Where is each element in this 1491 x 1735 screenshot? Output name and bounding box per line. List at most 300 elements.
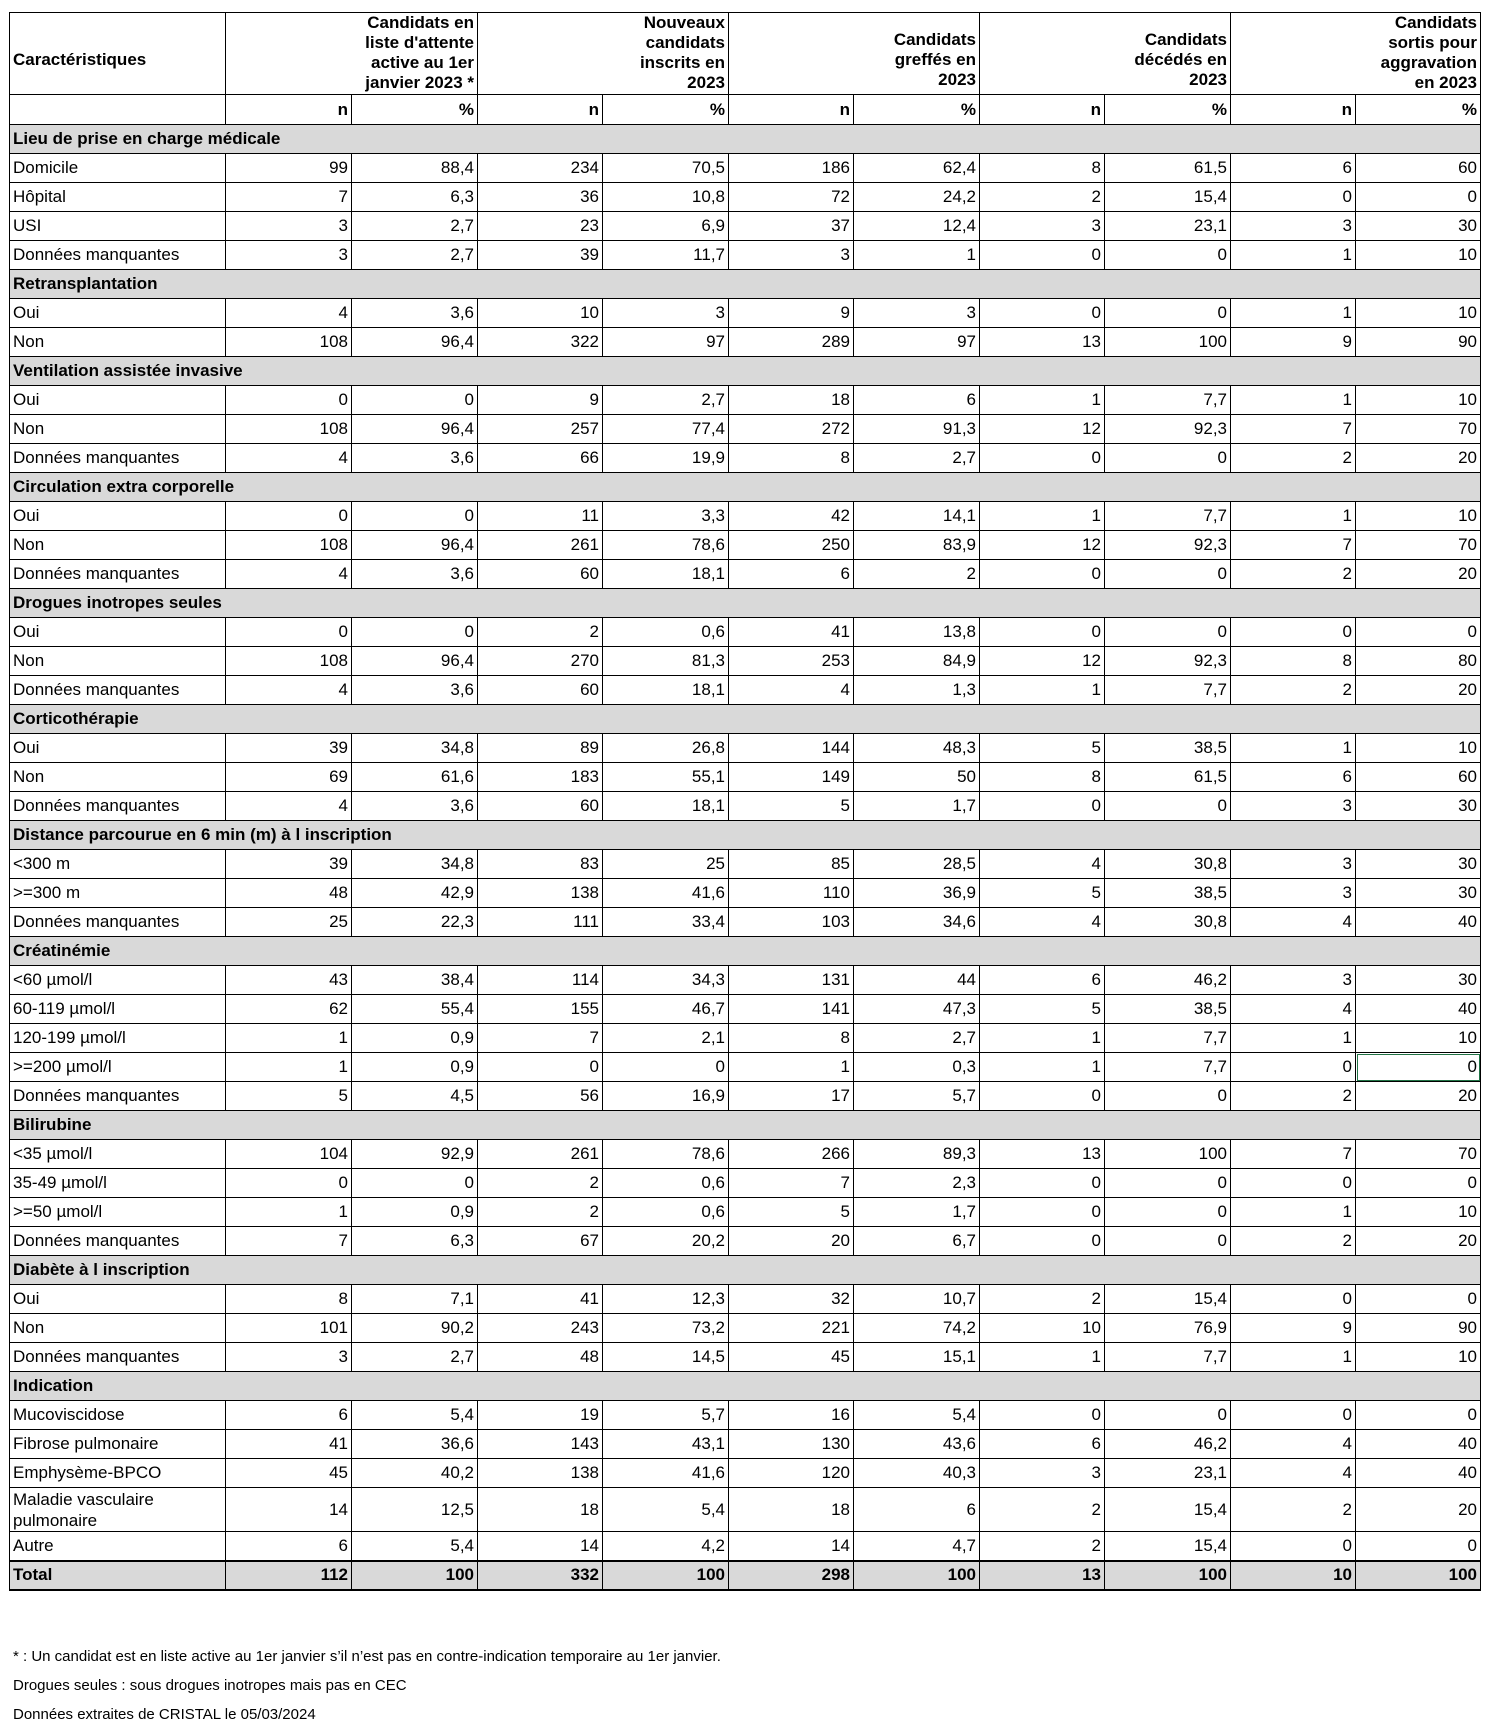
count-cell[interactable]: 14 bbox=[226, 1488, 352, 1532]
percent-cell[interactable]: 3 bbox=[854, 299, 980, 328]
percent-cell[interactable]: 40 bbox=[1356, 1459, 1481, 1488]
percent-cell[interactable]: 38,4 bbox=[352, 966, 478, 995]
percent-cell[interactable]: 34,6 bbox=[854, 908, 980, 937]
count-cell[interactable]: 9 bbox=[1231, 1314, 1356, 1343]
row-label[interactable]: Données manquantes bbox=[10, 1082, 226, 1111]
count-cell[interactable]: 1 bbox=[1231, 1198, 1356, 1227]
count-cell[interactable]: 5 bbox=[729, 792, 854, 821]
count-cell[interactable]: 18 bbox=[729, 1488, 854, 1532]
count-cell[interactable]: 3 bbox=[1231, 212, 1356, 241]
count-cell[interactable]: 1 bbox=[980, 1053, 1105, 1082]
count-cell[interactable]: 13 bbox=[980, 1140, 1105, 1169]
count-cell[interactable]: 234 bbox=[478, 154, 603, 183]
total-percent-cell[interactable]: 100 bbox=[352, 1561, 478, 1590]
percent-cell[interactable]: 44 bbox=[854, 966, 980, 995]
count-cell[interactable]: 6 bbox=[226, 1532, 352, 1561]
count-cell[interactable]: 221 bbox=[729, 1314, 854, 1343]
count-cell[interactable]: 41 bbox=[226, 1430, 352, 1459]
count-cell[interactable]: 45 bbox=[226, 1459, 352, 1488]
count-cell[interactable]: 4 bbox=[1231, 908, 1356, 937]
count-cell[interactable]: 39 bbox=[478, 241, 603, 270]
percent-cell[interactable]: 20 bbox=[1356, 560, 1481, 589]
percent-cell[interactable]: 6,9 bbox=[603, 212, 729, 241]
percent-cell[interactable]: 3,6 bbox=[352, 299, 478, 328]
count-cell[interactable]: 104 bbox=[226, 1140, 352, 1169]
count-cell[interactable]: 4 bbox=[1231, 1459, 1356, 1488]
percent-cell[interactable]: 40,2 bbox=[352, 1459, 478, 1488]
count-cell[interactable]: 1 bbox=[980, 1343, 1105, 1372]
percent-cell[interactable]: 0 bbox=[1105, 560, 1231, 589]
percent-cell[interactable]: 10,8 bbox=[603, 183, 729, 212]
count-cell[interactable]: 141 bbox=[729, 995, 854, 1024]
total-count-cell[interactable]: 112 bbox=[226, 1561, 352, 1590]
count-cell[interactable]: 1 bbox=[1231, 386, 1356, 415]
percent-cell[interactable]: 10 bbox=[1356, 1198, 1481, 1227]
count-cell[interactable]: 7 bbox=[1231, 531, 1356, 560]
percent-cell[interactable]: 73,2 bbox=[603, 1314, 729, 1343]
percent-cell[interactable]: 0 bbox=[1356, 1169, 1481, 1198]
row-label[interactable]: Non bbox=[10, 415, 226, 444]
count-cell[interactable]: 0 bbox=[1231, 183, 1356, 212]
percent-cell[interactable]: 30 bbox=[1356, 879, 1481, 908]
percent-cell[interactable]: 5,4 bbox=[603, 1488, 729, 1532]
percent-cell[interactable]: 12,5 bbox=[352, 1488, 478, 1532]
count-cell[interactable]: 14 bbox=[478, 1532, 603, 1561]
count-cell[interactable]: 10 bbox=[980, 1314, 1105, 1343]
row-label[interactable]: Données manquantes bbox=[10, 1343, 226, 1372]
percent-cell[interactable]: 30,8 bbox=[1105, 908, 1231, 937]
count-cell[interactable]: 120 bbox=[729, 1459, 854, 1488]
count-cell[interactable]: 12 bbox=[980, 647, 1105, 676]
percent-cell[interactable]: 10,7 bbox=[854, 1285, 980, 1314]
percent-cell[interactable]: 30,8 bbox=[1105, 850, 1231, 879]
percent-cell[interactable]: 15,4 bbox=[1105, 1532, 1231, 1561]
percent-cell[interactable]: 84,9 bbox=[854, 647, 980, 676]
percent-cell[interactable]: 30 bbox=[1356, 792, 1481, 821]
percent-cell[interactable]: 28,5 bbox=[854, 850, 980, 879]
count-cell[interactable]: 272 bbox=[729, 415, 854, 444]
percent-cell[interactable]: 10 bbox=[1356, 734, 1481, 763]
count-cell[interactable]: 4 bbox=[226, 444, 352, 473]
percent-cell[interactable]: 3,6 bbox=[352, 444, 478, 473]
row-label[interactable]: Maladie vasculaire pulmonaire bbox=[10, 1488, 226, 1532]
count-cell[interactable]: 3 bbox=[226, 241, 352, 270]
percent-cell[interactable]: 2,1 bbox=[603, 1024, 729, 1053]
count-cell[interactable]: 32 bbox=[729, 1285, 854, 1314]
section-title[interactable]: Diabète à l inscription bbox=[10, 1256, 1481, 1285]
percent-cell[interactable]: 0 bbox=[352, 502, 478, 531]
count-cell[interactable]: 39 bbox=[226, 850, 352, 879]
percent-cell[interactable]: 0,6 bbox=[603, 1198, 729, 1227]
count-cell[interactable]: 7 bbox=[1231, 415, 1356, 444]
count-cell[interactable]: 8 bbox=[980, 154, 1105, 183]
count-cell[interactable]: 8 bbox=[729, 1024, 854, 1053]
count-cell[interactable]: 0 bbox=[980, 1169, 1105, 1198]
count-cell[interactable]: 60 bbox=[478, 560, 603, 589]
count-cell[interactable]: 18 bbox=[729, 386, 854, 415]
percent-cell[interactable]: 77,4 bbox=[603, 415, 729, 444]
total-percent-cell[interactable]: 100 bbox=[1356, 1561, 1481, 1590]
count-cell[interactable]: 9 bbox=[729, 299, 854, 328]
count-cell[interactable]: 6 bbox=[226, 1401, 352, 1430]
count-cell[interactable]: 1 bbox=[729, 1053, 854, 1082]
count-cell[interactable]: 4 bbox=[980, 908, 1105, 937]
percent-cell[interactable]: 38,5 bbox=[1105, 995, 1231, 1024]
percent-cell[interactable]: 12,4 bbox=[854, 212, 980, 241]
percent-cell[interactable]: 5,4 bbox=[352, 1532, 478, 1561]
row-label[interactable]: Données manquantes bbox=[10, 1227, 226, 1256]
count-cell[interactable]: 186 bbox=[729, 154, 854, 183]
section-title[interactable]: Distance parcourue en 6 min (m) à l inscription bbox=[10, 821, 1481, 850]
percent-cell[interactable]: 2,7 bbox=[352, 212, 478, 241]
percent-cell[interactable]: 97 bbox=[603, 328, 729, 357]
count-cell[interactable]: 1 bbox=[980, 1024, 1105, 1053]
count-cell[interactable]: 48 bbox=[478, 1343, 603, 1372]
count-cell[interactable]: 4 bbox=[1231, 995, 1356, 1024]
count-cell[interactable]: 4 bbox=[226, 792, 352, 821]
count-cell[interactable]: 85 bbox=[729, 850, 854, 879]
count-cell[interactable]: 261 bbox=[478, 531, 603, 560]
percent-cell[interactable]: 0 bbox=[1105, 792, 1231, 821]
count-cell[interactable]: 0 bbox=[226, 1169, 352, 1198]
count-cell[interactable]: 5 bbox=[980, 879, 1105, 908]
percent-cell[interactable]: 7,7 bbox=[1105, 676, 1231, 705]
percent-cell[interactable]: 15,1 bbox=[854, 1343, 980, 1372]
percent-cell[interactable]: 50 bbox=[854, 763, 980, 792]
section-title[interactable]: Circulation extra corporelle bbox=[10, 473, 1481, 502]
percent-cell[interactable]: 15,4 bbox=[1105, 1488, 1231, 1532]
percent-cell[interactable]: 19,9 bbox=[603, 444, 729, 473]
count-cell[interactable]: 0 bbox=[980, 560, 1105, 589]
percent-cell[interactable]: 5,7 bbox=[854, 1082, 980, 1111]
percent-cell[interactable]: 0,9 bbox=[352, 1198, 478, 1227]
count-cell[interactable]: 41 bbox=[729, 618, 854, 647]
percent-cell[interactable]: 20 bbox=[1356, 444, 1481, 473]
percent-cell[interactable]: 1 bbox=[854, 241, 980, 270]
row-label[interactable]: Hôpital bbox=[10, 183, 226, 212]
row-label[interactable]: 60-119 µmol/l bbox=[10, 995, 226, 1024]
percent-cell[interactable]: 46,2 bbox=[1105, 966, 1231, 995]
percent-cell[interactable]: 41,6 bbox=[603, 1459, 729, 1488]
count-cell[interactable]: 1 bbox=[1231, 1024, 1356, 1053]
percent-cell[interactable]: 15,4 bbox=[1105, 183, 1231, 212]
row-label[interactable]: Oui bbox=[10, 502, 226, 531]
percent-cell[interactable]: 0 bbox=[352, 618, 478, 647]
count-cell[interactable]: 67 bbox=[478, 1227, 603, 1256]
count-cell[interactable]: 1 bbox=[226, 1024, 352, 1053]
percent-cell[interactable]: 4,7 bbox=[854, 1532, 980, 1561]
percent-cell[interactable]: 14,1 bbox=[854, 502, 980, 531]
row-label[interactable]: Données manquantes bbox=[10, 560, 226, 589]
percent-cell[interactable]: 96,4 bbox=[352, 415, 478, 444]
percent-cell[interactable]: 1,7 bbox=[854, 792, 980, 821]
row-label[interactable]: Oui bbox=[10, 386, 226, 415]
count-cell[interactable]: 0 bbox=[1231, 1053, 1356, 1082]
count-cell[interactable]: 12 bbox=[980, 531, 1105, 560]
percent-cell[interactable]: 74,2 bbox=[854, 1314, 980, 1343]
count-cell[interactable]: 72 bbox=[729, 183, 854, 212]
percent-cell[interactable]: 0 bbox=[1105, 1227, 1231, 1256]
percent-cell[interactable]: 78,6 bbox=[603, 531, 729, 560]
percent-cell[interactable]: 0 bbox=[1105, 1198, 1231, 1227]
count-cell[interactable]: 253 bbox=[729, 647, 854, 676]
count-cell[interactable]: 37 bbox=[729, 212, 854, 241]
count-cell[interactable]: 111 bbox=[478, 908, 603, 937]
percent-cell[interactable]: 0 bbox=[1356, 1401, 1481, 1430]
count-cell[interactable]: 12 bbox=[980, 415, 1105, 444]
row-label[interactable]: 120-199 µmol/l bbox=[10, 1024, 226, 1053]
count-cell[interactable]: 2 bbox=[980, 1488, 1105, 1532]
percent-cell[interactable]: 92,3 bbox=[1105, 647, 1231, 676]
section-title[interactable]: Créatinémie bbox=[10, 937, 1481, 966]
count-cell[interactable]: 289 bbox=[729, 328, 854, 357]
percent-cell[interactable]: 2,7 bbox=[854, 1024, 980, 1053]
percent-cell[interactable]: 40 bbox=[1356, 995, 1481, 1024]
count-cell[interactable]: 143 bbox=[478, 1430, 603, 1459]
percent-cell[interactable]: 10 bbox=[1356, 241, 1481, 270]
percent-cell[interactable]: 89,3 bbox=[854, 1140, 980, 1169]
percent-cell[interactable]: 2,7 bbox=[603, 386, 729, 415]
row-label[interactable]: Données manquantes bbox=[10, 792, 226, 821]
total-count-cell[interactable]: 298 bbox=[729, 1561, 854, 1590]
count-cell[interactable]: 19 bbox=[478, 1401, 603, 1430]
total-label[interactable]: Total bbox=[10, 1561, 226, 1590]
percent-cell[interactable]: 4,5 bbox=[352, 1082, 478, 1111]
count-cell[interactable]: 5 bbox=[226, 1082, 352, 1111]
percent-cell[interactable]: 18,1 bbox=[603, 792, 729, 821]
count-cell[interactable]: 0 bbox=[980, 792, 1105, 821]
percent-cell[interactable]: 61,5 bbox=[1105, 154, 1231, 183]
percent-cell[interactable]: 0 bbox=[1356, 618, 1481, 647]
count-cell[interactable]: 257 bbox=[478, 415, 603, 444]
percent-cell[interactable]: 3 bbox=[603, 299, 729, 328]
row-label[interactable]: Non bbox=[10, 647, 226, 676]
row-label[interactable]: Autre bbox=[10, 1532, 226, 1561]
percent-cell[interactable]: 2,3 bbox=[854, 1169, 980, 1198]
section-title[interactable]: Ventilation assistée invasive bbox=[10, 357, 1481, 386]
count-cell[interactable]: 83 bbox=[478, 850, 603, 879]
percent-cell[interactable]: 40 bbox=[1356, 1430, 1481, 1459]
count-cell[interactable]: 261 bbox=[478, 1140, 603, 1169]
count-cell[interactable]: 0 bbox=[478, 1053, 603, 1082]
count-cell[interactable]: 6 bbox=[980, 1430, 1105, 1459]
percent-cell[interactable]: 41,6 bbox=[603, 879, 729, 908]
percent-cell[interactable]: 4,2 bbox=[603, 1532, 729, 1561]
percent-cell[interactable]: 36,6 bbox=[352, 1430, 478, 1459]
percent-cell[interactable]: 22,3 bbox=[352, 908, 478, 937]
count-cell[interactable]: 9 bbox=[1231, 328, 1356, 357]
percent-cell[interactable]: 5,4 bbox=[352, 1401, 478, 1430]
percent-cell[interactable]: 10 bbox=[1356, 386, 1481, 415]
percent-cell[interactable]: 88,4 bbox=[352, 154, 478, 183]
count-cell[interactable]: 0 bbox=[1231, 1169, 1356, 1198]
percent-cell[interactable]: 20 bbox=[1356, 676, 1481, 705]
row-label[interactable]: >=200 µmol/l bbox=[10, 1053, 226, 1082]
percent-cell[interactable]: 92,9 bbox=[352, 1140, 478, 1169]
count-cell[interactable]: 131 bbox=[729, 966, 854, 995]
percent-cell[interactable]: 36,9 bbox=[854, 879, 980, 908]
count-cell[interactable]: 2 bbox=[1231, 1082, 1356, 1111]
percent-cell[interactable]: 3,6 bbox=[352, 676, 478, 705]
percent-cell[interactable]: 80 bbox=[1356, 647, 1481, 676]
percent-cell[interactable]: 34,8 bbox=[352, 734, 478, 763]
percent-cell[interactable]: 20 bbox=[1356, 1227, 1481, 1256]
count-cell[interactable]: 39 bbox=[226, 734, 352, 763]
count-cell[interactable]: 0 bbox=[226, 386, 352, 415]
section-title[interactable]: Indication bbox=[10, 1372, 1481, 1401]
count-cell[interactable]: 7 bbox=[226, 1227, 352, 1256]
count-cell[interactable]: 0 bbox=[980, 299, 1105, 328]
row-label[interactable]: Données manquantes bbox=[10, 908, 226, 937]
percent-cell[interactable]: 91,3 bbox=[854, 415, 980, 444]
percent-cell[interactable]: 70 bbox=[1356, 415, 1481, 444]
count-cell[interactable]: 25 bbox=[226, 908, 352, 937]
percent-cell[interactable]: 5,4 bbox=[854, 1401, 980, 1430]
row-label[interactable]: Non bbox=[10, 531, 226, 560]
percent-cell[interactable]: 92,3 bbox=[1105, 531, 1231, 560]
percent-cell[interactable]: 70 bbox=[1356, 531, 1481, 560]
percent-cell[interactable]: 0,6 bbox=[603, 618, 729, 647]
count-cell[interactable]: 69 bbox=[226, 763, 352, 792]
count-cell[interactable]: 144 bbox=[729, 734, 854, 763]
row-label[interactable]: >=50 µmol/l bbox=[10, 1198, 226, 1227]
percent-cell[interactable]: 2,7 bbox=[352, 241, 478, 270]
count-cell[interactable]: 5 bbox=[980, 734, 1105, 763]
count-cell[interactable]: 138 bbox=[478, 1459, 603, 1488]
count-cell[interactable]: 130 bbox=[729, 1430, 854, 1459]
total-count-cell[interactable]: 10 bbox=[1231, 1561, 1356, 1590]
count-cell[interactable]: 42 bbox=[729, 502, 854, 531]
count-cell[interactable]: 8 bbox=[980, 763, 1105, 792]
count-cell[interactable]: 1 bbox=[1231, 734, 1356, 763]
percent-cell[interactable]: 0 bbox=[352, 386, 478, 415]
percent-cell[interactable]: 70 bbox=[1356, 1140, 1481, 1169]
percent-cell[interactable]: 7,7 bbox=[1105, 1053, 1231, 1082]
row-label[interactable]: Non bbox=[10, 328, 226, 357]
percent-cell[interactable]: 0 bbox=[1105, 1169, 1231, 1198]
count-cell[interactable]: 1 bbox=[1231, 502, 1356, 531]
count-cell[interactable]: 0 bbox=[226, 502, 352, 531]
percent-cell[interactable]: 0 bbox=[352, 1169, 478, 1198]
row-label[interactable]: <60 µmol/l bbox=[10, 966, 226, 995]
percent-cell[interactable]: 34,3 bbox=[603, 966, 729, 995]
percent-cell[interactable]: 55,1 bbox=[603, 763, 729, 792]
percent-cell[interactable]: 0,3 bbox=[854, 1053, 980, 1082]
count-cell[interactable]: 5 bbox=[729, 1198, 854, 1227]
count-cell[interactable]: 155 bbox=[478, 995, 603, 1024]
count-cell[interactable]: 2 bbox=[478, 1169, 603, 1198]
count-cell[interactable]: 45 bbox=[729, 1343, 854, 1372]
count-cell[interactable]: 0 bbox=[980, 1198, 1105, 1227]
count-cell[interactable]: 0 bbox=[1231, 618, 1356, 647]
percent-cell[interactable]: 0 bbox=[1105, 618, 1231, 647]
percent-cell[interactable]: 20 bbox=[1356, 1488, 1481, 1532]
percent-cell[interactable]: 34,8 bbox=[352, 850, 478, 879]
count-cell[interactable]: 7 bbox=[226, 183, 352, 212]
count-cell[interactable]: 2 bbox=[980, 183, 1105, 212]
count-cell[interactable]: 18 bbox=[478, 1488, 603, 1532]
percent-cell[interactable]: 26,8 bbox=[603, 734, 729, 763]
count-cell[interactable]: 62 bbox=[226, 995, 352, 1024]
count-cell[interactable]: 108 bbox=[226, 415, 352, 444]
percent-cell[interactable]: 7,1 bbox=[352, 1285, 478, 1314]
percent-cell[interactable]: 13,8 bbox=[854, 618, 980, 647]
percent-cell[interactable]: 96,4 bbox=[352, 328, 478, 357]
row-label[interactable]: Mucoviscidose bbox=[10, 1401, 226, 1430]
percent-cell[interactable]: 30 bbox=[1356, 966, 1481, 995]
row-label[interactable]: <35 µmol/l bbox=[10, 1140, 226, 1169]
count-cell[interactable]: 1 bbox=[1231, 299, 1356, 328]
count-cell[interactable]: 2 bbox=[1231, 444, 1356, 473]
percent-cell[interactable]: 3,6 bbox=[352, 792, 478, 821]
percent-cell[interactable]: 0 bbox=[1105, 241, 1231, 270]
count-cell[interactable]: 108 bbox=[226, 328, 352, 357]
section-title[interactable]: Corticothérapie bbox=[10, 705, 1481, 734]
count-cell[interactable]: 138 bbox=[478, 879, 603, 908]
percent-cell[interactable]: 3,3 bbox=[603, 502, 729, 531]
count-cell[interactable]: 11 bbox=[478, 502, 603, 531]
count-cell[interactable]: 149 bbox=[729, 763, 854, 792]
count-cell[interactable]: 1 bbox=[980, 386, 1105, 415]
count-cell[interactable]: 2 bbox=[1231, 1488, 1356, 1532]
count-cell[interactable]: 4 bbox=[729, 676, 854, 705]
count-cell[interactable]: 23 bbox=[478, 212, 603, 241]
count-cell[interactable]: 2 bbox=[478, 618, 603, 647]
percent-cell[interactable]: 30 bbox=[1356, 212, 1481, 241]
percent-cell[interactable]: 96,4 bbox=[352, 531, 478, 560]
count-cell[interactable]: 2 bbox=[1231, 1227, 1356, 1256]
count-cell[interactable]: 48 bbox=[226, 879, 352, 908]
count-cell[interactable]: 0 bbox=[980, 444, 1105, 473]
count-cell[interactable]: 0 bbox=[980, 1227, 1105, 1256]
percent-cell[interactable]: 7,7 bbox=[1105, 1343, 1231, 1372]
percent-cell[interactable]: 5,7 bbox=[603, 1401, 729, 1430]
percent-cell[interactable]: 0,6 bbox=[603, 1169, 729, 1198]
percent-cell[interactable]: 18,1 bbox=[603, 676, 729, 705]
percent-cell[interactable]: 16,9 bbox=[603, 1082, 729, 1111]
count-cell[interactable]: 266 bbox=[729, 1140, 854, 1169]
count-cell[interactable]: 89 bbox=[478, 734, 603, 763]
percent-cell[interactable]: 62,4 bbox=[854, 154, 980, 183]
count-cell[interactable]: 6 bbox=[1231, 763, 1356, 792]
count-cell[interactable]: 0 bbox=[980, 241, 1105, 270]
percent-cell[interactable]: 1,3 bbox=[854, 676, 980, 705]
percent-cell[interactable]: 23,1 bbox=[1105, 212, 1231, 241]
percent-cell[interactable]: 0 bbox=[603, 1053, 729, 1082]
total-count-cell[interactable]: 332 bbox=[478, 1561, 603, 1590]
count-cell[interactable]: 99 bbox=[226, 154, 352, 183]
count-cell[interactable]: 2 bbox=[478, 1198, 603, 1227]
percent-cell[interactable]: 90,2 bbox=[352, 1314, 478, 1343]
percent-cell[interactable]: 90 bbox=[1356, 1314, 1481, 1343]
count-cell[interactable]: 13 bbox=[980, 328, 1105, 357]
percent-cell[interactable]: 20,2 bbox=[603, 1227, 729, 1256]
count-cell[interactable]: 183 bbox=[478, 763, 603, 792]
count-cell[interactable]: 1 bbox=[226, 1198, 352, 1227]
total-percent-cell[interactable]: 100 bbox=[854, 1561, 980, 1590]
count-cell[interactable]: 17 bbox=[729, 1082, 854, 1111]
count-cell[interactable]: 4 bbox=[980, 850, 1105, 879]
percent-cell[interactable]: 14,5 bbox=[603, 1343, 729, 1372]
count-cell[interactable]: 3 bbox=[1231, 966, 1356, 995]
percent-cell[interactable]: 40,3 bbox=[854, 1459, 980, 1488]
percent-cell[interactable]: 6,7 bbox=[854, 1227, 980, 1256]
percent-cell[interactable]: 0 bbox=[1105, 299, 1231, 328]
count-cell[interactable]: 108 bbox=[226, 647, 352, 676]
count-cell[interactable]: 8 bbox=[1231, 647, 1356, 676]
percent-cell[interactable]: 81,3 bbox=[603, 647, 729, 676]
percent-cell[interactable]: 42,9 bbox=[352, 879, 478, 908]
